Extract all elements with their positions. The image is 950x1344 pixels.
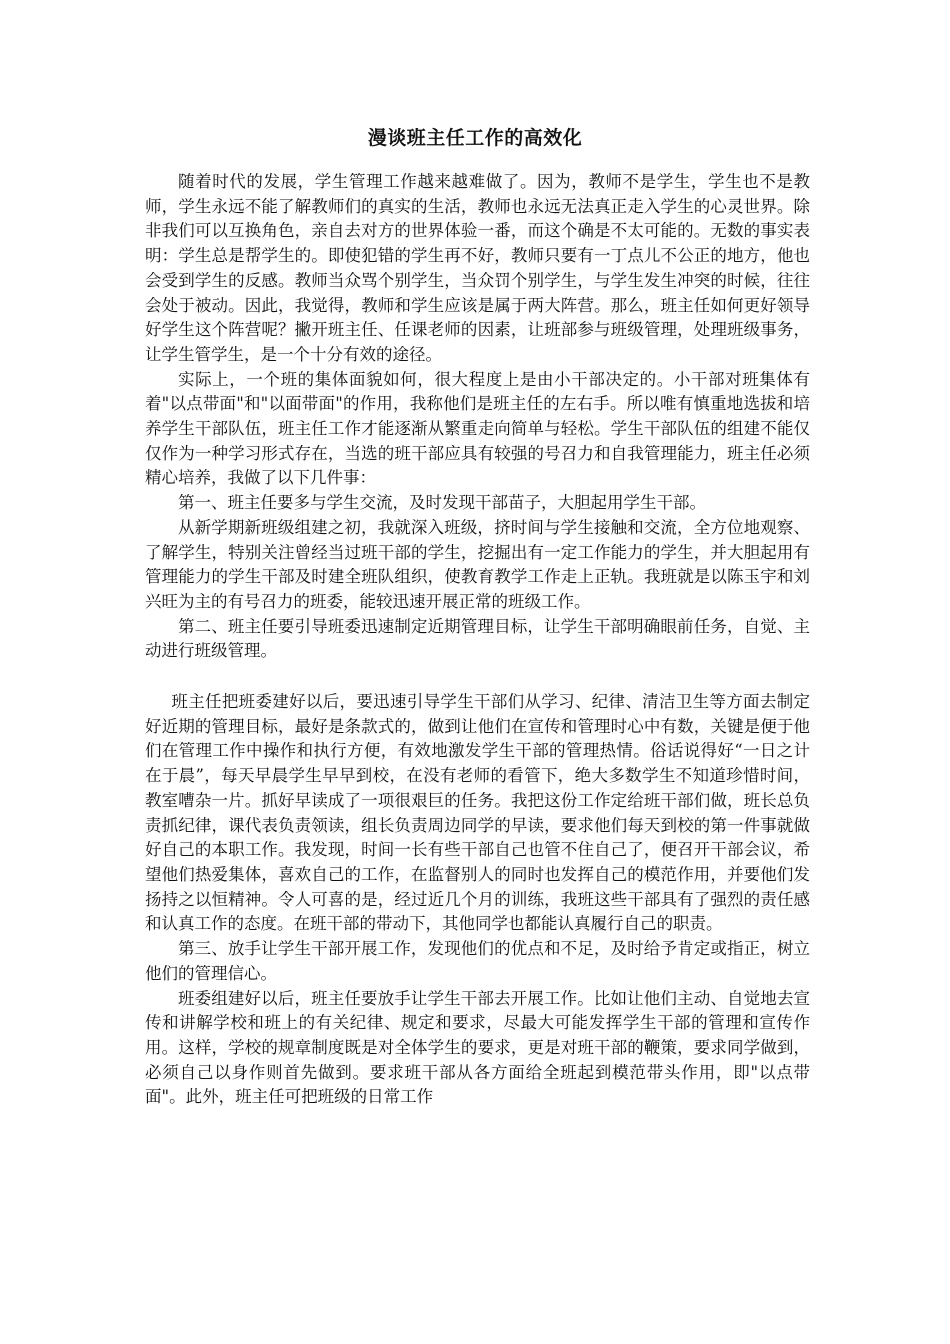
paragraph-point-three: 第三、放手让学生干部开展工作，发现他们的优点和不足，及时给予肯定或指正，树立他们的管理信心。 [145, 939, 810, 983]
paragraph-gap [145, 664, 810, 690]
document-title: 漫谈班主任工作的高效化 [367, 127, 583, 149]
paragraph-intro: 随着时代的发展，学生管理工作越来越难做了。因为，教师不是学生，学生也不是教师，学生永远不能了解教师们的真实的生活，教师也永远无法真正走入学生的心灵世界。除非我们可以互换角色，亲自去对方的世界体验一番，而这个确是不太可能的。无数的事实表明：学生总是帮学生的。即使犯错的学生再不好，教师只要有一丁点儿不公正的地方，他也会受到学生的反感。教师当众骂个别学生，当众罚个别学生，与学生发生冲突的时候，往往会处于被动。因此，我觉得，教师和学生应该是属于两大阵营。那么，班主任如何更好领导好学生这个阵营呢？撇开班主任、任课老师的因素，让班部参与班级管理，处理班级事务，让学生管学生，是一个十分有效的途径。 [145, 172, 810, 364]
paragraph-cadre-role: 实际上，一个班的集体面貌如何，很大程度上是由小干部决定的。小干部对班集体有着"以点带面"和"以面带面"的作用，我称他们是班主任的左右手。所以唯有慎重地选拔和培养学生干部队伍，班主任工作才能逐渐从繁重走向简单与轻松。学生干部队伍的组建不能仅仅作为一种学习形式存在，当选的班干部应具有较强的号召力和自我管理能力，班主任必须精心培养，我做了以下几件事： [145, 369, 810, 488]
document-body [145, 170, 810, 1110]
paragraph-management-goals: 班主任把班委建好以后，要迅速引导学生干部们从学习、纪律、清洁卫生等方面去制定好近期的管理目标，最好是条款式的，做到让他们在宣传和管理时心中有数，关键是便于他们在管理工作中操作和执行方便，有效地激发学生干部的管理热情。俗话说得好“一日之计在于晨”，每天早晨学生早早到校，在没有老师的看管下，绝大多数学生不知道珍惜时间，教室嘈杂一片。抓好早读成了一项很艰巨的任务。我把这份工作定给班干部们做，班长总负责抓纪律，课代表负责领读，组长负责周边同学的早读，要求他们每天到校的第一件事就做好自己的本职工作。我发现，时间一长有些干部自己也管不住自己了，便召开干部会议，希望他们热爱集体，喜欢自己的工作，在监督别人的同时也发挥自己的模范作用，并要他们发扬持之以恒精神。令人可喜的是，经过近几个月的训练，我班这些干部具有了强烈的责任感和认真工作的态度。在班干部的带动下，其他同学也都能认真履行自己的职责。 [145, 692, 810, 934]
paragraph-point-two: 第二、班主任要引导班委迅速制定近期管理目标，让学生干部明确眼前任务，自觉、主动进行班级管理。 [145, 616, 810, 661]
paragraph-new-class: 从新学期新班级组建之初，我就深入班级，挤时间与学生接触和交流，全方位地观察、了解学生，特别关注曾经当过班干部的学生，挖掘出有一定工作能力的学生，并大胆起用有管理能力的学生干部及时建全班队组织，使教育教学工作走上正轨。我班就是以陈玉宇和刘兴旺为主的有号召力的班委，能较迅速开展正常的班级工作。 [145, 517, 810, 611]
paragraph-let-go: 班委组建好以后，班主任要放手让学生干部去开展工作。比如让他们主动、自觉地去宣传和讲解学校和班上的有关纪律、规定和要求，尽最大可能发挥学生干部的管理和宣传作用。这样，学校的规章制度既是对全体学生的要求，更是对班干部的鞭策，要求同学做到，必须自己以身作则首先做到。要求班干部从各方面给全班起到模范带头作用，即"以点带面"。此外，班主任可把班级的日常工作 [145, 988, 810, 1107]
paragraph-point-one: 第一、班主任要多与学生交流，及时发现干部苗子，大胆起用学生干部。 [178, 493, 706, 513]
